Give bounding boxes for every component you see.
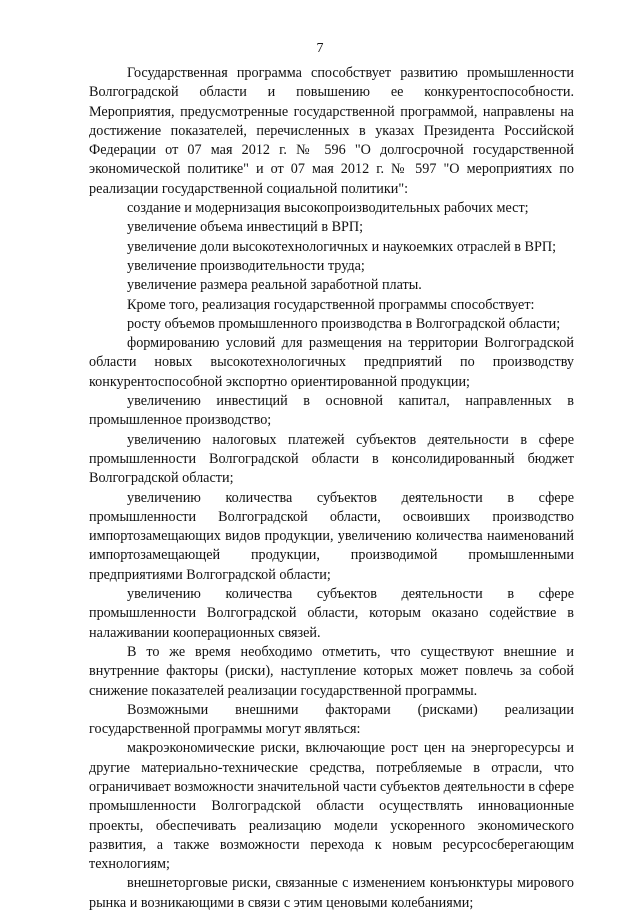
paragraph-item-new-enterprises: формированию условий для размещения на территории Волгоградской области новых высокотехнологичных предприятий по производству конкурентоспособной экспортно ориентированной продукции; <box>89 335 574 390</box>
paragraph-item-wages: увеличение размера реальной заработной платы. <box>127 277 422 294</box>
paragraph-item-investment-grp: увеличение объема инвестиций в ВРП; <box>127 219 364 236</box>
paragraph-item-productivity: увеличение производительности труда; <box>127 257 365 274</box>
paragraph-item-tax-payments: увеличению налоговых платежей субъектов деятельности в сфере промышленности Волгоградской области в консолидированный бюджет Волгоградской области; <box>89 431 574 487</box>
paragraph-item-cooperation: увеличению количества субъектов деятельности в сфере промышленности Волгоградской области, которым оказано содействие в налаживании кооперационных связей. <box>89 586 574 641</box>
paragraph-program-contributes: Кроме того, реализация государственной программы способствует: <box>127 296 535 313</box>
paragraph-item-import-substitution: увеличению количества субъектов деятельности в сфере промышленности Волгоградской области, освоивших производство импортозамещающих видов продукции, увеличению количества наименований импортозамещающей продукции, производимой промышленными предприятиями Волгоградской области; <box>89 489 574 583</box>
paragraph-item-jobs: создание и модернизация высокопроизводительных рабочих мест; <box>127 200 529 217</box>
paragraph-foreign-trade-risks: внешнеторговые риски, связанные с изменением конъюнктуры мирового рынка и возникающими в связи с этим ценовыми колебаниями; <box>89 875 574 911</box>
paragraph-intro: Государственная программа способствует развитию промышленности Волгоградской области и повышению ее конкурентоспособности. Мероприятия, предусмотренные государственной программой, направлены на достижение показателей, перечисленных в указах Президента Российской Федерации от 07 мая 2012 г. № 596 "О долгосрочной государственной экономической политике" и от 07 мая 2012 г. № 597 "О мероприятиях по реализации государственной социальной политики": <box>89 65 574 197</box>
paragraph-external-factors: Возможными внешними факторами (рисками) реализации государственной программы могут являться: <box>89 701 574 738</box>
paragraph-item-capital-investment: увеличению инвестиций в основной капитал, направленных в промышленное производство; <box>89 393 574 429</box>
paragraph-item-hightech-share: увеличение доли высокотехнологичных и наукоемких отраслей в ВРП; <box>127 238 557 255</box>
page-number: 7 <box>316 41 324 56</box>
paragraph-item-production-growth: росту объемов промышленного производства в Волгоградской области; <box>127 315 561 332</box>
paragraph-risks-intro: В то же время необходимо отметить, что существуют внешние и внутренние факторы (риски), наступление которых может повлечь за собой снижение показателей реализации государственной программы. <box>89 643 574 699</box>
document-body <box>89 64 574 913</box>
paragraph-macroeconomic-risks: макроэкономические риски, включающие рост цен на энергоресурсы и другие материально-технические средства, потребляемые в отрасли, что ограничивает возможности значительной части субъектов деятельности в сфере промышленности Волгоградской области осуществлять инновационные проекты, обеспечивать реализацию модели ускоренного экономического развития, а также возможности перехода к новым ресурсосберегающим технологиям; <box>89 740 574 873</box>
